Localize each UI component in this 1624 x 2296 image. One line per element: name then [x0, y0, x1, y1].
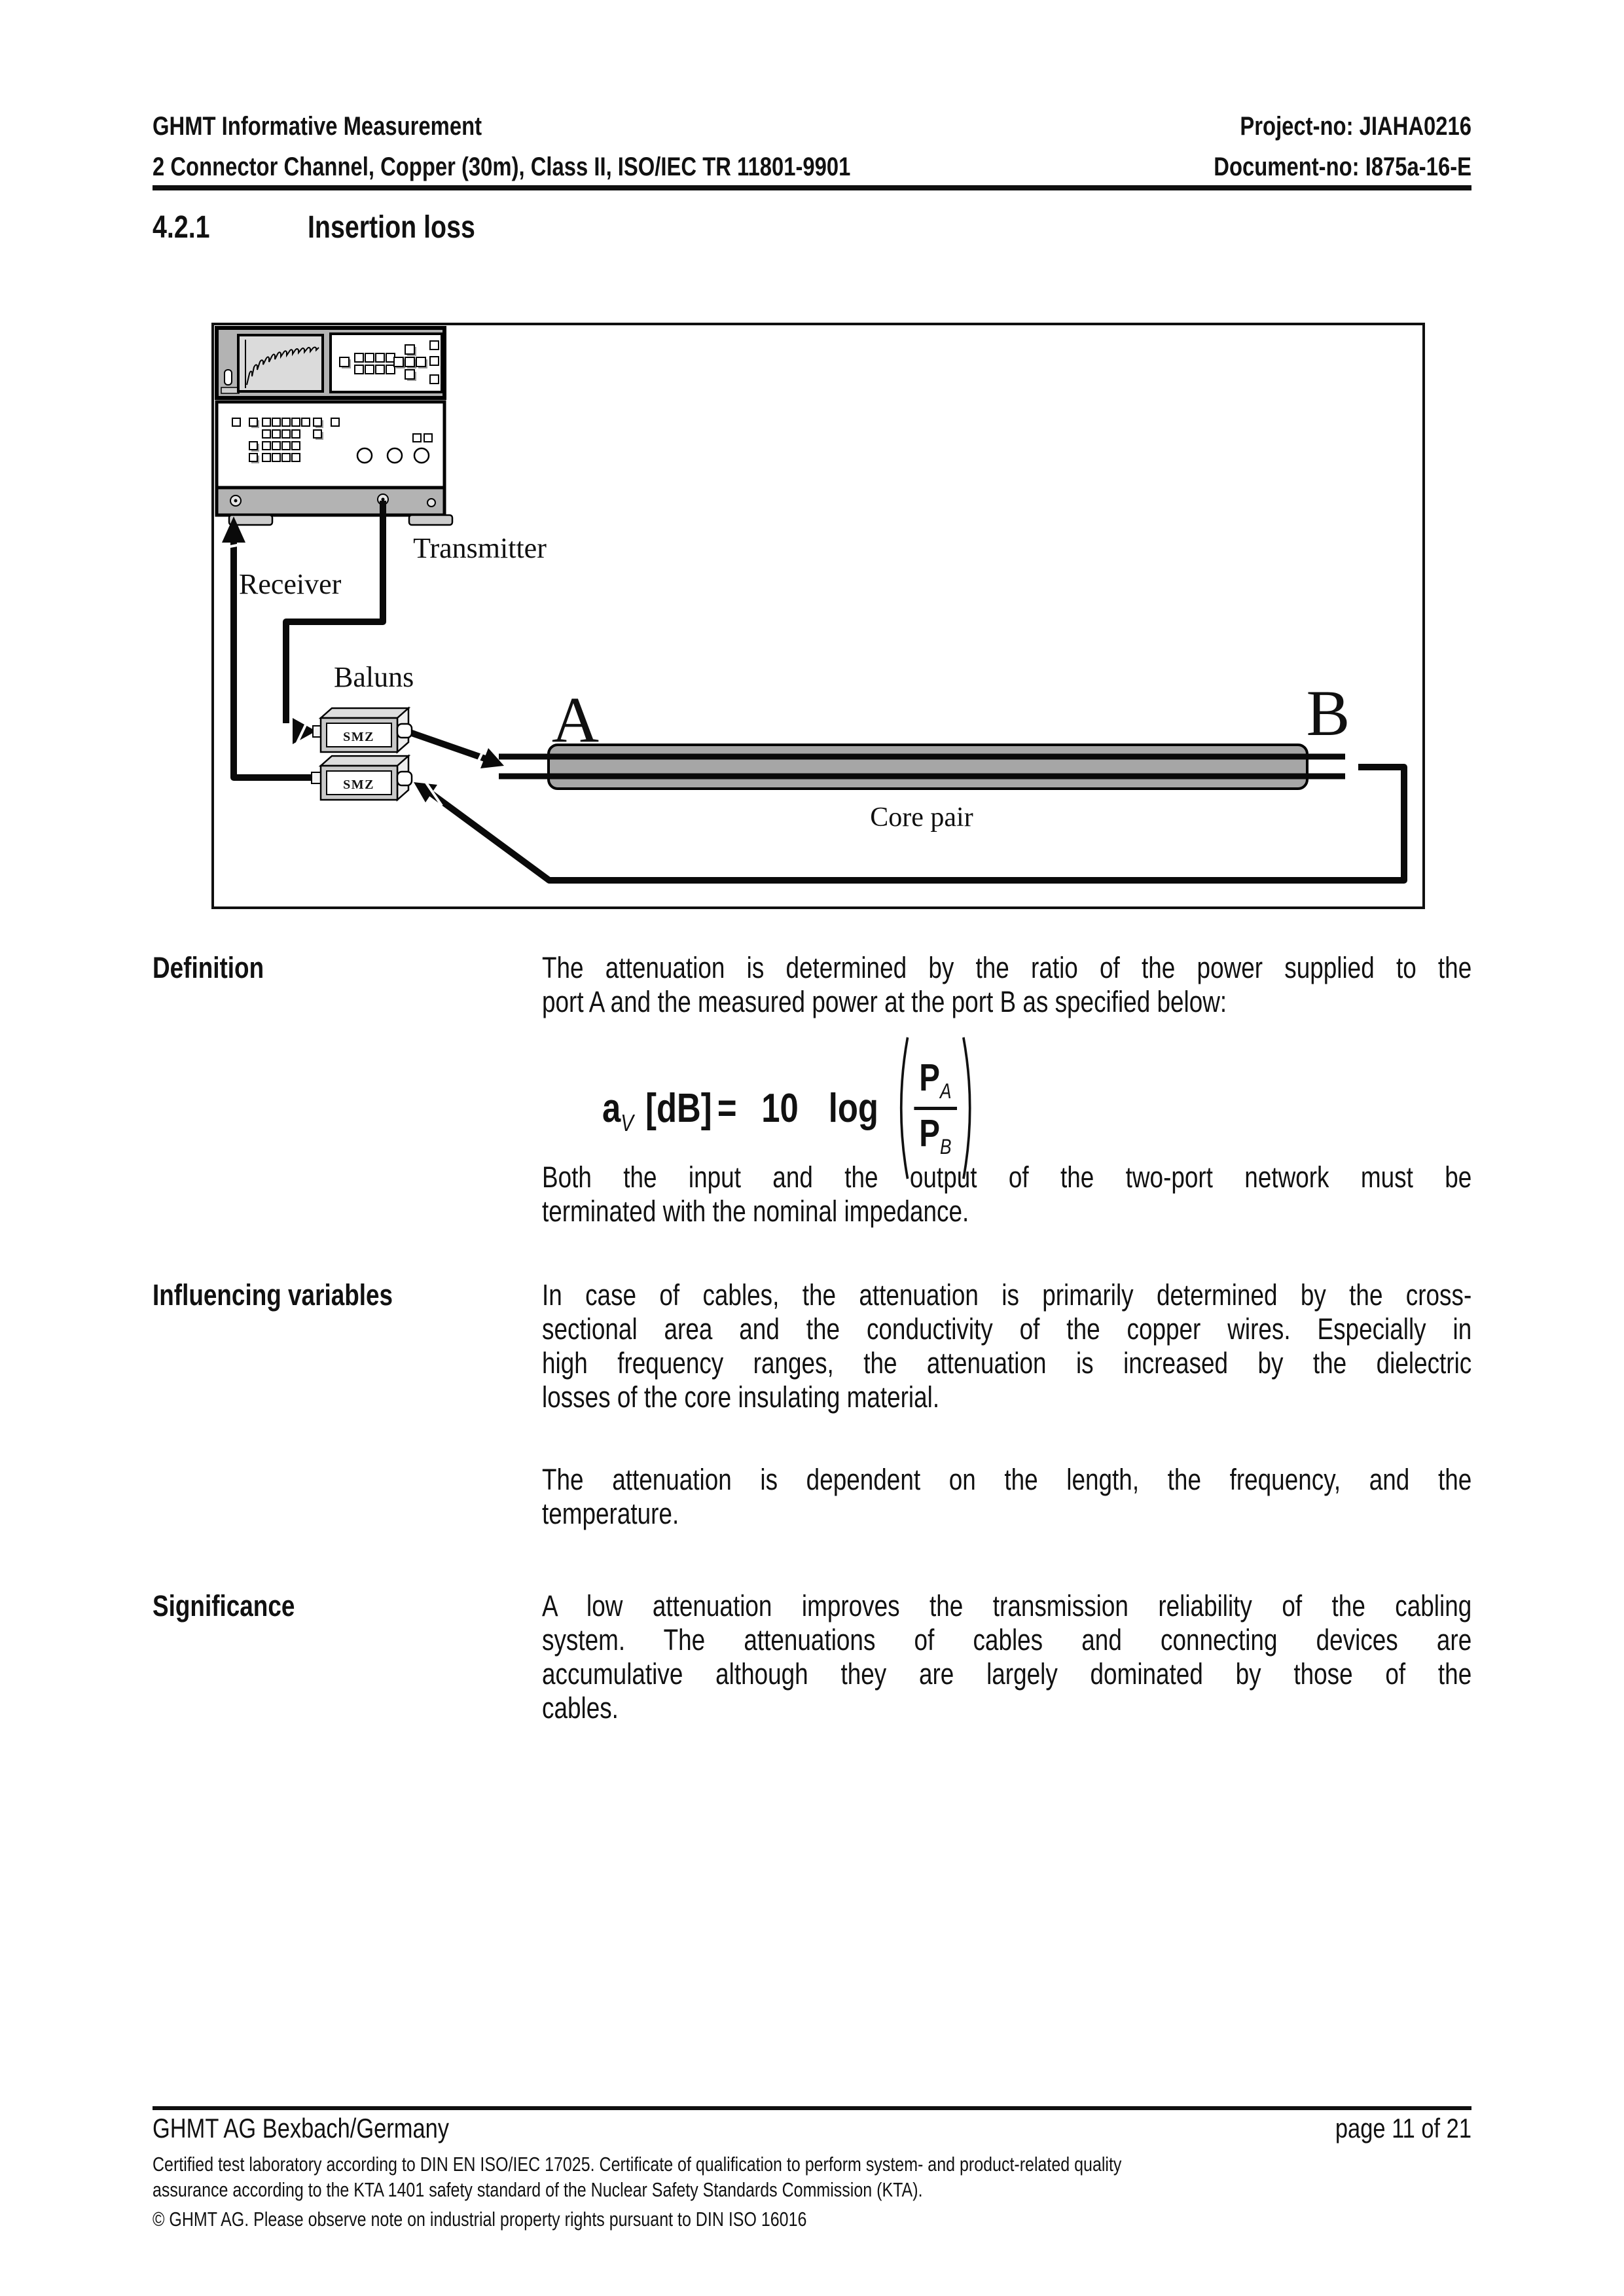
section-title: Insertion loss [307, 210, 475, 245]
footer-page-wrap [1144, 2111, 1471, 2151]
baluns-label: Baluns [334, 661, 414, 693]
formula-operator: log [828, 1085, 878, 1131]
header-right [851, 106, 1471, 198]
text-line: high frequency ranges, the attenuation is increased by the dielectric [542, 1346, 1472, 1380]
text-line: losses of the core insulating material. [542, 1380, 940, 1414]
fineprint-line: assurance according to the KTA 1401 safety standard of the Nuclear Safety Standards Commission (KTA). [153, 2179, 923, 2201]
influencing-paragraph-1 [542, 1278, 1471, 1414]
definition-label-wrap [153, 951, 558, 985]
section-number: 4.2.1 [153, 210, 210, 245]
formula-equals: = [717, 1085, 737, 1131]
fraction-numerator: PA [919, 1056, 952, 1103]
header-subtitle: 2 Connector Channel, Copper (30m), Class II, ISO/IEC TR 11801-9901 [153, 152, 851, 181]
significance-label-wrap [153, 1589, 558, 1623]
text-line: cables. [542, 1691, 619, 1725]
footer-company-wrap [153, 2111, 938, 2145]
definition-paragraph-2 [542, 1160, 1471, 1229]
formula-variable: aV [602, 1085, 634, 1136]
text-line: sectional area and the conductivity of the copper wires. Especially in [542, 1312, 1472, 1346]
formula-fraction [914, 1058, 957, 1158]
section-heading [153, 209, 1069, 246]
footer-fineprint [153, 2152, 1471, 2233]
text-line: Both the input and the output of the two-port network must be [542, 1160, 1472, 1194]
balun-1 [313, 708, 412, 752]
text-line: temperature. [542, 1497, 679, 1530]
analyzer-screen [238, 335, 323, 391]
significance-paragraph-1 [542, 1589, 1471, 1725]
text-line: system. The attenuations of cables and connecting devices are [542, 1623, 1472, 1657]
definition-paragraph-1 [542, 951, 1471, 1019]
influencing-paragraph-2 [542, 1463, 1471, 1531]
significance-label: Significance [153, 1589, 295, 1623]
port-b-label: B [1306, 677, 1350, 749]
copyright-line: © GHMT AG. Please observe note on industrial property rights pursuant to DIN ISO 16016 [153, 2208, 807, 2231]
text-line: terminated with the nominal impedance. [542, 1194, 969, 1228]
core-pair-label: Core pair [870, 802, 973, 833]
page-indicator: page 11 of 21 [1335, 2113, 1471, 2144]
definition-label: Definition [153, 951, 264, 984]
fineprint-line: Certified test laboratory according to DIN EN ISO/IEC 17025. Certificate of qualification to perform system- and product-related quality [153, 2153, 1122, 2176]
balun-1-label: SMZ [343, 730, 374, 744]
text-line: The attenuation is determined by the ratio of the power supplied to the [542, 951, 1472, 984]
balun-2 [312, 756, 412, 800]
port-a-label: A [551, 683, 600, 756]
text-line: port A and the measured power at the port B as specified below: [542, 985, 1227, 1018]
formula-variable-subscript: V [621, 1109, 634, 1136]
influencing-label-wrap [153, 1278, 558, 1312]
footer-rule [153, 2106, 1471, 2110]
rotary-knobs [357, 448, 429, 463]
power-switch [225, 370, 232, 385]
influencing-label: Influencing variables [153, 1278, 393, 1312]
network-analyzer-illustration [217, 328, 452, 525]
measurement-setup-diagram [211, 323, 1425, 909]
header-title: GHMT Informative Measurement [153, 112, 482, 141]
cable-body [549, 745, 1307, 789]
document-number: Document-no: I875a-16-E [1214, 152, 1471, 181]
text-line: A low attenuation improves the transmission reliability of the cabling [542, 1589, 1472, 1623]
header-left [153, 106, 938, 187]
text-line: The attenuation is dependent on the length, the frequency, and the [542, 1463, 1472, 1496]
formula-coefficient: 10 [761, 1085, 799, 1131]
footer-company: GHMT AG Bexbach/Germany [153, 2113, 449, 2144]
balun-2-label: SMZ [343, 778, 374, 792]
fraction-denominator: PB [919, 1111, 952, 1158]
text-line: In case of cables, the attenuation is primarily determined by the cross- [542, 1278, 1472, 1312]
project-number: Project-no: JIAHA0216 [1240, 112, 1471, 141]
receiver-label: Receiver [239, 568, 342, 600]
text-line: accumulative although they are largely dominated by those of the [542, 1657, 1472, 1691]
formula-unit: [dB] [645, 1085, 712, 1131]
header-rule [153, 185, 1471, 190]
transmitter-label: Transmitter [413, 532, 547, 564]
